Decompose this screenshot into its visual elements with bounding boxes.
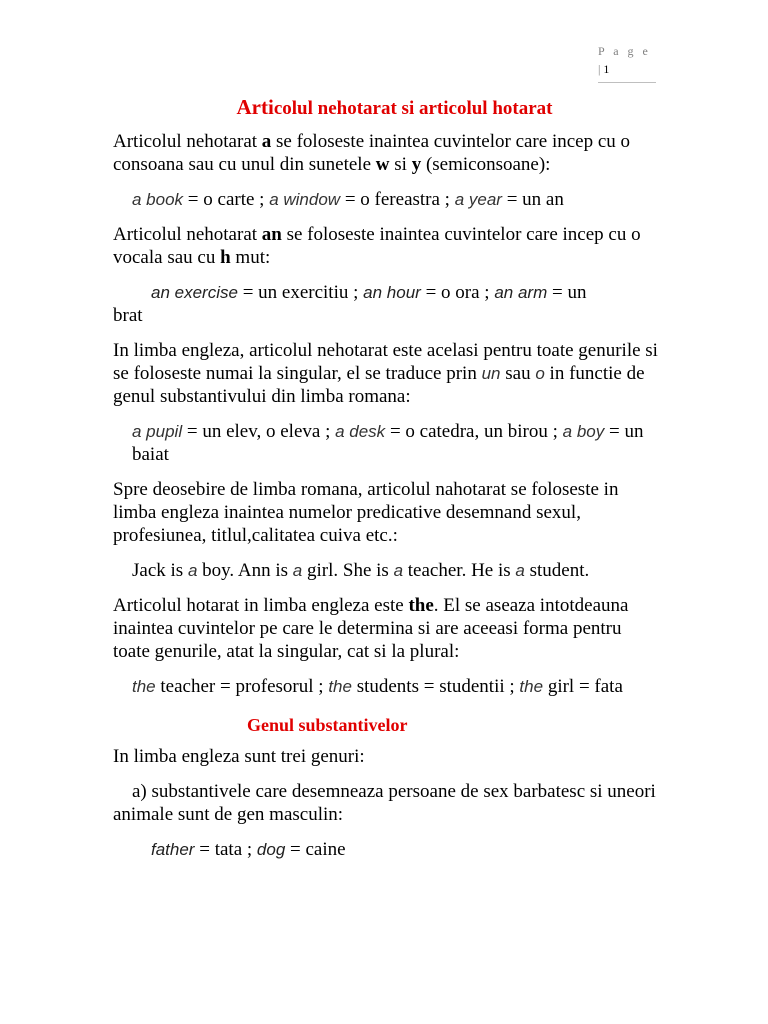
english-example: father bbox=[151, 840, 195, 859]
text: . El se aseaza intotdeauna inaintea cuvintelor pe care le determina si are aceeasi forma pentru toate genurile, atat la singular, cat si la plural: bbox=[113, 595, 629, 662]
text: mut: bbox=[230, 247, 271, 268]
translation: = o catedra, un birou ; bbox=[385, 421, 563, 442]
text: in functie de genul substantivului din limba romana: bbox=[113, 363, 645, 407]
translation: = o fereastra ; bbox=[340, 189, 455, 210]
title-rest: colul nehotarat si articolul hotarat bbox=[273, 98, 553, 119]
english-example: an arm bbox=[494, 283, 548, 302]
bold-term: y bbox=[411, 154, 422, 175]
article: the bbox=[132, 677, 156, 696]
text: si bbox=[389, 154, 412, 175]
page-separator: | bbox=[598, 62, 604, 76]
italic-term: o bbox=[535, 364, 545, 383]
bold-term: w bbox=[375, 154, 390, 175]
english-example: a book bbox=[132, 190, 184, 209]
translation: = tata ; bbox=[194, 839, 257, 860]
paragraph-masculine: a) substantivele care desemneaza persoane de sex barbatesc si uneori animale sunt de gen masculin: bbox=[113, 781, 656, 825]
text: Jack is bbox=[132, 560, 188, 581]
text: boy. Ann is bbox=[197, 560, 293, 581]
article: the bbox=[328, 677, 352, 696]
paragraph-predicative: Spre deosebire de limba romana, articolul nahotarat se foloseste in limba engleza inaintea numelor predicative desemnand sexul, profesiunea, titlul,calitatea cuiva etc.: bbox=[113, 479, 619, 546]
paragraph-definite bbox=[113, 594, 658, 663]
paragraph-indefinite-a bbox=[113, 130, 658, 176]
english-example: a boy bbox=[562, 422, 605, 441]
text: In limba engleza, articolul nehotarat este acelasi pentru toate genurile si se foloseste numai la singular, el se traduce prin bbox=[113, 340, 658, 384]
example-line-father bbox=[151, 838, 658, 861]
text: se foloseste inaintea cuvintelor care incep cu o consoana sau cu unul din sunetele bbox=[113, 131, 631, 175]
example-line-jack bbox=[132, 559, 658, 582]
bold-term: the bbox=[408, 595, 434, 616]
translation: = un exercitiu ; bbox=[237, 282, 364, 303]
example-line-a bbox=[132, 188, 658, 211]
document-body bbox=[113, 92, 658, 873]
document-title bbox=[131, 92, 658, 124]
translation: = o carte ; bbox=[183, 189, 270, 210]
italic-term: un bbox=[481, 364, 501, 383]
english-example: an hour bbox=[363, 283, 421, 302]
article: a bbox=[515, 561, 525, 580]
text: Articolul nehotarat bbox=[113, 131, 262, 152]
example-line-an bbox=[113, 281, 658, 327]
english-example: an exercise bbox=[151, 283, 238, 302]
translation: students = studentii ; bbox=[351, 676, 520, 697]
paragraph-three-genders: In limba engleza sunt trei genuri: bbox=[113, 746, 365, 767]
page-header bbox=[598, 42, 656, 83]
english-example: a pupil bbox=[132, 422, 183, 441]
text: Articolul nehotarat bbox=[113, 224, 262, 245]
english-example: a year bbox=[454, 190, 502, 209]
article: a bbox=[292, 561, 303, 580]
title-lead: Arti bbox=[236, 95, 274, 119]
paragraph-indefinite-gender bbox=[113, 339, 658, 408]
article: the bbox=[519, 677, 544, 696]
translation: = un baiat bbox=[132, 421, 644, 465]
text: student. bbox=[524, 560, 590, 581]
page-number: 1 bbox=[603, 62, 610, 76]
paragraph-indefinite-an bbox=[113, 223, 658, 269]
text: girl. She is bbox=[302, 560, 394, 581]
translation: = o ora ; bbox=[420, 282, 495, 303]
english-example: a desk bbox=[335, 422, 386, 441]
bold-term: a bbox=[261, 131, 272, 152]
translation: teacher = profesorul ; bbox=[155, 676, 329, 697]
english-example: a window bbox=[269, 190, 341, 209]
translation: = un an bbox=[501, 189, 564, 210]
article: a bbox=[393, 561, 404, 580]
article: a bbox=[187, 561, 198, 580]
text: teacher. He is bbox=[403, 560, 516, 581]
section-title-gender: Genul substantivelor bbox=[247, 715, 408, 735]
translation: = un bbox=[547, 282, 587, 303]
example-line-pupil bbox=[132, 420, 658, 466]
text: se foloseste inaintea cuvintelor care incep cu o vocala sau cu bbox=[113, 224, 641, 268]
bold-term: h bbox=[220, 247, 231, 268]
page-label: P a g e bbox=[598, 44, 651, 58]
translation: brat bbox=[113, 305, 143, 326]
text: sau bbox=[500, 363, 536, 384]
translation: = un elev, o eleva ; bbox=[182, 421, 336, 442]
english-example: dog bbox=[256, 840, 286, 859]
translation: = caine bbox=[285, 839, 346, 860]
translation: girl = fata bbox=[543, 676, 623, 697]
bold-term: an bbox=[261, 224, 282, 245]
text: Articolul hotarat in limba engleza este bbox=[113, 595, 409, 616]
text: (semiconsoane): bbox=[421, 154, 551, 175]
example-line-the bbox=[132, 675, 658, 698]
